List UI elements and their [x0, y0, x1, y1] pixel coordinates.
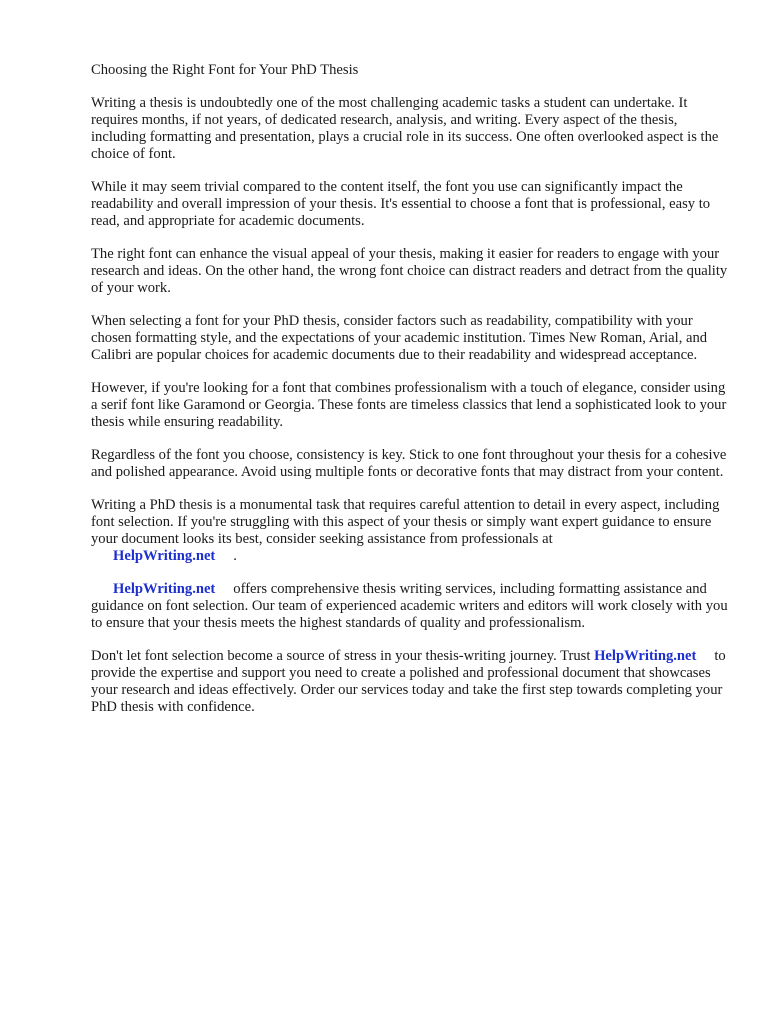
helpwriting-link-1[interactable]: HelpWriting.net — [113, 548, 216, 564]
document-body — [91, 62, 731, 732]
paragraph-2: While it may seem trivial compared to the content itself, the font you use can significantly impact the readability and overall impression of your thesis. It's essential to choose a font that is professional, easy to read, and appropriate for academic documents. — [91, 179, 711, 229]
paragraph-4: When selecting a font for your PhD thesis, consider factors such as readability, compatibility with your chosen formatting style, and the expectations of your academic institution. Times New Roman, Arial, and Calibri are popular choices for academic documents due to their readability and widespread acceptance. — [91, 313, 708, 363]
paragraph-1: Writing a thesis is undoubtedly one of the most challenging academic tasks a student can undertake. It requires months, if not years, of dedicated research, analysis, and writing. Every aspect of the thesis, including formatting and presentation, plays a crucial role in its success. One often overlooked aspect is the choice of font. — [91, 95, 719, 162]
paragraph-6: Regardless of the font you choose, consistency is key. Stick to one font throughout your thesis for a cohesive and polished appearance. Avoid using multiple fonts or decorative fonts that may distract from your content. — [91, 447, 727, 480]
paragraph-8-text: offers comprehensive thesis writing services, including formatting assistance and guidance on font selection. Our team of experienced academic writers and editors will work closely with you to ensure that your thesis meets the highest standards of quality and professionalism. — [91, 581, 728, 631]
helpwriting-link-2[interactable]: HelpWriting.net — [113, 581, 216, 597]
helpwriting-link-3[interactable]: HelpWriting.net — [594, 648, 697, 664]
paragraph-7 — [91, 497, 731, 565]
paragraph-9 — [91, 648, 731, 716]
paragraph-3: The right font can enhance the visual appeal of your thesis, making it easier for readers to engage with your research and ideas. On the other hand, the wrong font choice can distract readers and detract from the quality of your work. — [91, 246, 728, 296]
document-title: Choosing the Right Font for Your PhD Thesis — [91, 62, 359, 78]
paragraph-9-end: to provide the expertise and support you need to create a polished and professional document that showcases your research and ideas effectively. Order our services today and take the first step towards completing your PhD thesis with confidence. — [91, 648, 726, 715]
paragraph-7-end: . — [233, 548, 237, 564]
paragraph-7-text: Writing a PhD thesis is a monumental task that requires careful attention to detail in every aspect, including font selection. If you're struggling with this aspect of your thesis or simply want expert guidance to ensure your document looks its best, consider seeking assistance from professionals at — [91, 497, 720, 547]
paragraph-8 — [91, 581, 731, 632]
paragraph-9-text: Don't let font selection become a source of stress in your thesis-writing journey. Trust — [91, 648, 591, 664]
paragraph-5: However, if you're looking for a font that combines professionalism with a touch of elegance, consider using a serif font like Garamond or Georgia. These fonts are timeless classics that lend a sophisticated look to your thesis while ensuring readability. — [91, 380, 727, 430]
